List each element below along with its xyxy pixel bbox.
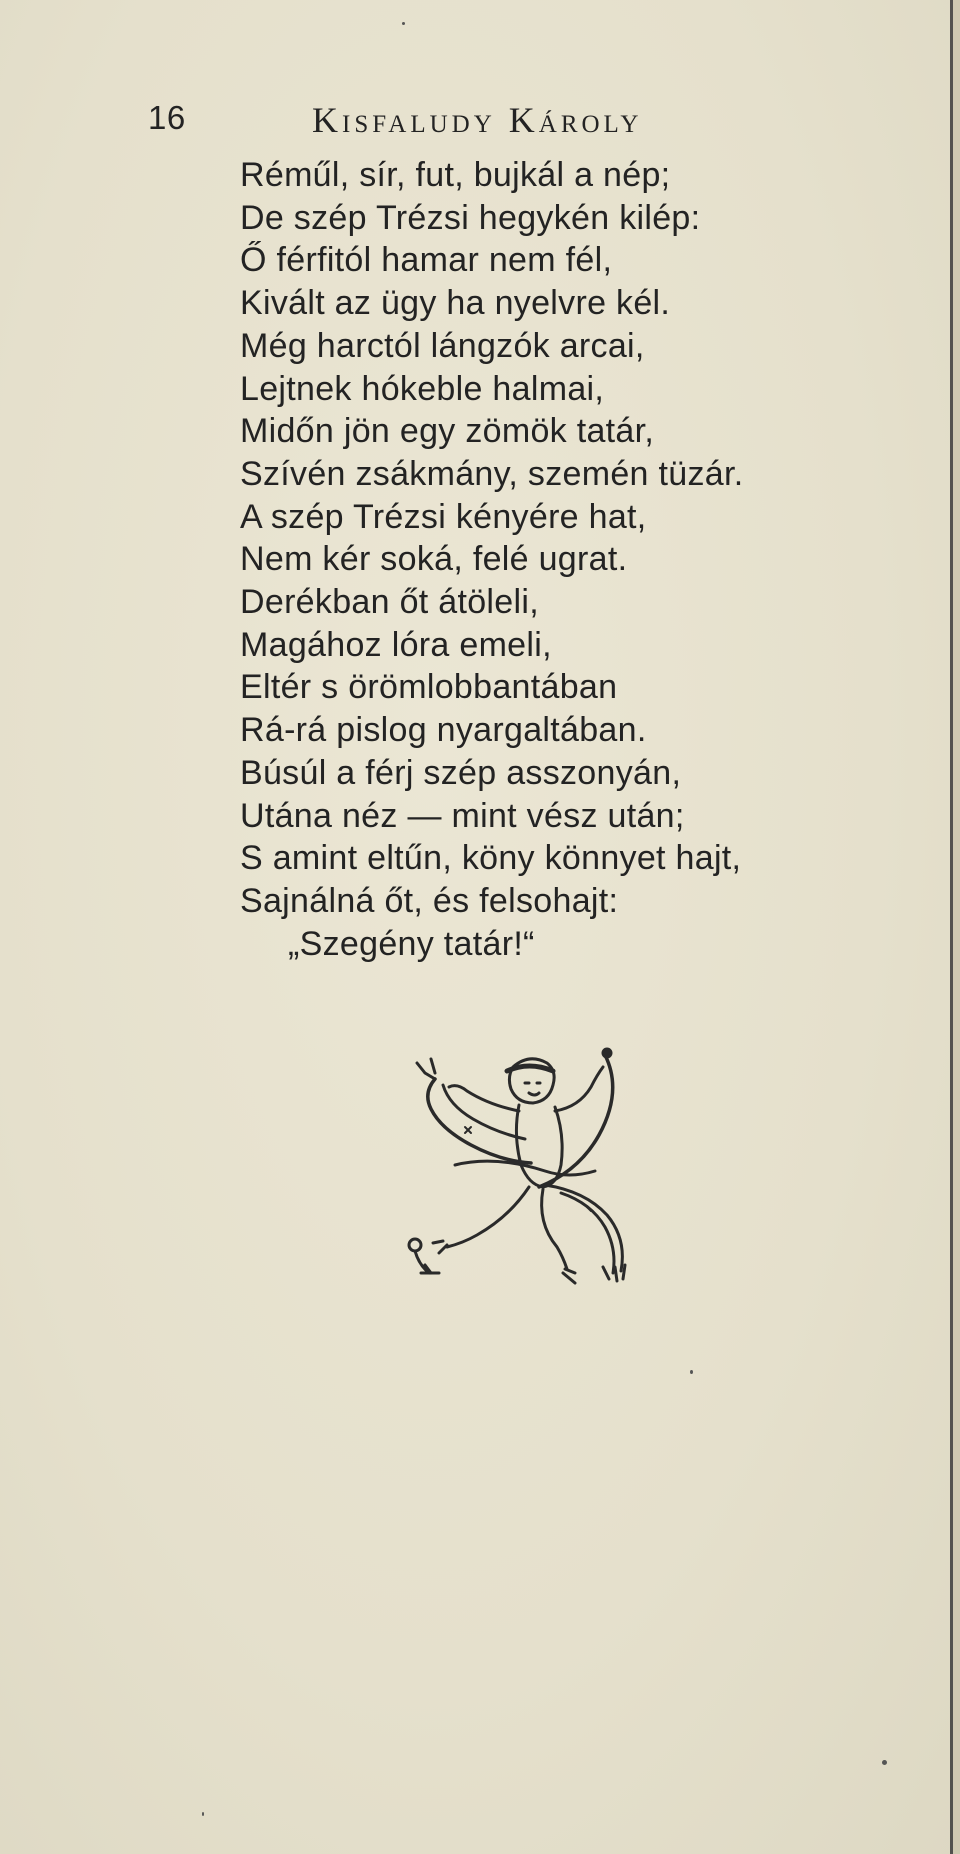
poem-line: Búsúl a férj szép asszonyán, xyxy=(240,753,682,792)
poem-line: De szép Trézsi hegykén kilép: xyxy=(240,198,701,237)
poem-line: Sajnálná őt, és felsohajt: xyxy=(240,881,619,920)
cupid-archer-woodcut-icon xyxy=(395,1045,655,1290)
page-speck xyxy=(402,22,405,25)
poem-closing-line: „Szegény tatár!“ xyxy=(288,924,535,963)
poem-line: Derékban őt átöleli, xyxy=(240,583,539,622)
poem-line: Réműl, sír, fut, bujkál a nép; xyxy=(240,156,671,194)
poem-line: Kivált az ügy ha nyelvre kél. xyxy=(240,284,671,323)
poem-line: Még harctól lángzók arcai, xyxy=(240,326,645,365)
poem-line: Magához lóra emeli, xyxy=(240,625,552,664)
page-edge-strip xyxy=(953,0,960,1854)
poem-line: A szép Trézsi kényére hat, xyxy=(240,497,647,536)
running-head: Kisfaludy Károly xyxy=(312,100,643,140)
poem-line: Szívén zsákmány, szemén tüzár. xyxy=(240,454,744,493)
page-speck xyxy=(202,1812,204,1816)
poem-line: Lejtnek hókeble halmai, xyxy=(240,369,605,408)
page-number: 16 xyxy=(148,99,186,136)
poem-line: Rá-rá pislog nyargaltában. xyxy=(240,711,647,750)
poem-line: S amint eltűn, köny könnyet hajt, xyxy=(240,839,742,878)
poem-line: Utána néz — mint vész után; xyxy=(240,796,685,835)
poem xyxy=(240,154,743,965)
poem-line: Eltér s örömlobbantában xyxy=(240,668,618,707)
page-speck xyxy=(690,1370,693,1374)
poem-line: Midőn jön egy zömök tatár, xyxy=(240,412,655,451)
poem-line: Ő férfitól hamar nem fél, xyxy=(240,241,613,280)
page-speck xyxy=(882,1760,887,1765)
poem-line: Nem kér soká, felé ugrat. xyxy=(240,540,628,579)
